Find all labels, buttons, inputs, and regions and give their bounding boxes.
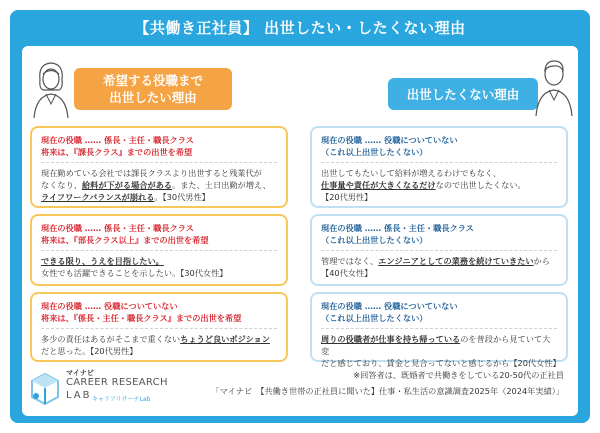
left-card-1-hope: 将来は、『課長クラス』までの出世を希望 [41,147,193,157]
woman-illustration-icon [26,58,76,120]
divider [41,328,277,329]
left-card-3-role: 現在の役職 …… 役職についていない [41,301,178,311]
left-header [74,68,232,110]
cube-logo-icon [30,372,60,406]
right-card-1-role: 現在の役職 …… 役職についていない [321,135,458,145]
logo-brand: マイナビ [66,369,94,377]
left-card-1-role: 現在の役職 …… 係長・主任・職長クラス [41,135,194,145]
man-illustration-icon [532,56,576,118]
left-card-2-role: 現在の役職 …… 係長・主任・職長クラス [41,223,194,233]
right-card-2 [310,214,568,286]
right-card-3-text: 周りの役職者が仕事を持ち帰っているのを普段から見ていて大変 だと感じており、賃金と見合ってないと感じるから【20代女性】 [321,334,561,368]
divider [321,162,557,163]
right-card-1-status: （これ以上出世したくない） [321,147,428,157]
right-card-3 [310,292,568,368]
divider [41,250,277,251]
content-panel [22,46,578,416]
left-card-3-text: 多少の責任はあるがそこまで重くないちょうど良いポジション だと思った。【20代男性】 [41,334,270,356]
left-card-3 [30,292,288,362]
logo-line2: LAB [66,390,92,401]
left-card-2-text: できる限り、うえを目指したい。 女性でも活躍できることを示したい。【30代女性】 [41,256,228,278]
right-card-1 [310,126,568,208]
divider [321,250,557,251]
left-header-line2: 出世したい理由 [109,90,197,105]
logo-sub: キャリアリサーチLab [92,396,151,403]
respondent-note: ※回答者は、既婚者で共働きをしている20-50代の正社員 [353,370,564,380]
left-header-line1: 希望する役職まで [102,73,203,88]
right-card-2-role: 現在の役職 …… 係長・主任・職長クラス [321,223,474,233]
source-note: 「マイナビ 【共働き世帯の正社員に聞いた】仕事・私生活の意識調査2025年（2024年実績）」 [211,386,564,396]
right-header: 出世したくない理由 [388,78,538,110]
left-card-1 [30,126,288,208]
right-card-2-text: 管理ではなく、エンジニアとしての業務を続けていきたいから 【40代女性】 [321,256,550,278]
page-title: 【共働き正社員】 出世したい・したくない理由 [134,19,466,37]
right-card-3-status: （これ以上出世したくない） [321,313,428,323]
left-card-1-text: 現在勤めている会社では課長クラスより出世すると残業代が なくなり、給料が下がる場合がある。また、土日出勤が増え、 ライフワークバランスが崩れる。【30代男性】 [41,168,271,202]
left-card-2-hope: 将来は、『部長クラス以上』までの出世を希望 [41,235,209,245]
logo-line1: CAREER RESEARCH [66,377,168,388]
right-card-3-role: 現在の役職 …… 役職についていない [321,301,458,311]
left-card-2 [30,214,288,286]
right-card-1-text: 出世してもたいして給料が増えるわけでもなく、 仕事量や責任が大きくなるだけなので出世したくない。 【20代男性】 [321,168,526,202]
right-card-2-status: （これ以上出世したくない） [321,235,428,245]
left-card-3-hope: 将来は、『係長・主任・職長クラス』までの出世を希望 [41,313,242,323]
career-research-lab-logo [30,368,180,412]
infographic-frame [10,10,590,423]
divider [321,328,557,329]
divider [41,162,277,163]
